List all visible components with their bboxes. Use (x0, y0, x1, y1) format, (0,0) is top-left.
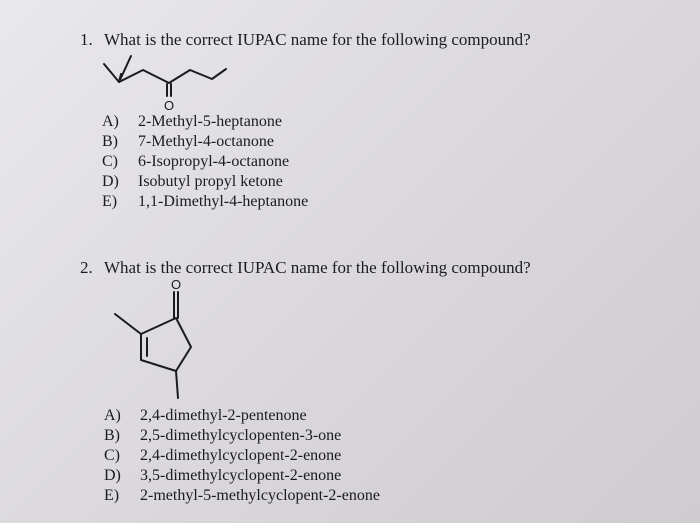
option-text: 1,1-Dimethyl-4-heptanone (138, 193, 309, 210)
question-2-text: What is the correct IUPAC name for the following compound? (104, 258, 531, 277)
option-letter: B) (102, 133, 118, 150)
option-text: 2,4-dimethyl-2-pentenone (140, 407, 307, 424)
option-2b[interactable] (104, 426, 380, 446)
option-text: 2,4-dimethylcyclopent-2-enone (140, 447, 342, 464)
option-letter: A) (102, 113, 119, 130)
option-text: 2,5-dimethylcyclopenten-3-one (140, 427, 342, 444)
question-2-number: 2. (80, 258, 93, 277)
option-letter: E) (102, 193, 118, 210)
option-letter: E) (104, 487, 120, 504)
structure-2-oxygen-label: O (171, 277, 182, 292)
option-2a[interactable] (104, 406, 380, 426)
structure-1-oxygen-label: O (164, 98, 175, 113)
option-2d[interactable] (104, 466, 380, 486)
option-text: 7-Methyl-4-octanone (138, 133, 274, 150)
option-text: 3,5-dimethylcyclopent-2-enone (140, 467, 342, 484)
option-text: Isobutyl propyl ketone (138, 173, 283, 190)
option-letter: D) (104, 467, 121, 484)
option-2c[interactable] (104, 446, 380, 466)
option-letter: A) (104, 407, 121, 424)
question-1-number: 1. (80, 30, 93, 49)
option-letter: C) (104, 447, 120, 464)
option-text: 2-methyl-5-methylcyclopent-2-enone (140, 487, 380, 504)
option-letter: C) (102, 153, 118, 170)
question-1-text: What is the correct IUPAC name for the following compound? (104, 30, 531, 49)
option-text: 6-Isopropyl-4-octanone (138, 153, 290, 170)
option-2e[interactable] (104, 486, 380, 506)
option-letter: B) (104, 427, 120, 444)
option-letter: D) (102, 173, 119, 190)
option-text: 2-Methyl-5-heptanone (138, 113, 282, 130)
question-2-options (104, 406, 380, 506)
